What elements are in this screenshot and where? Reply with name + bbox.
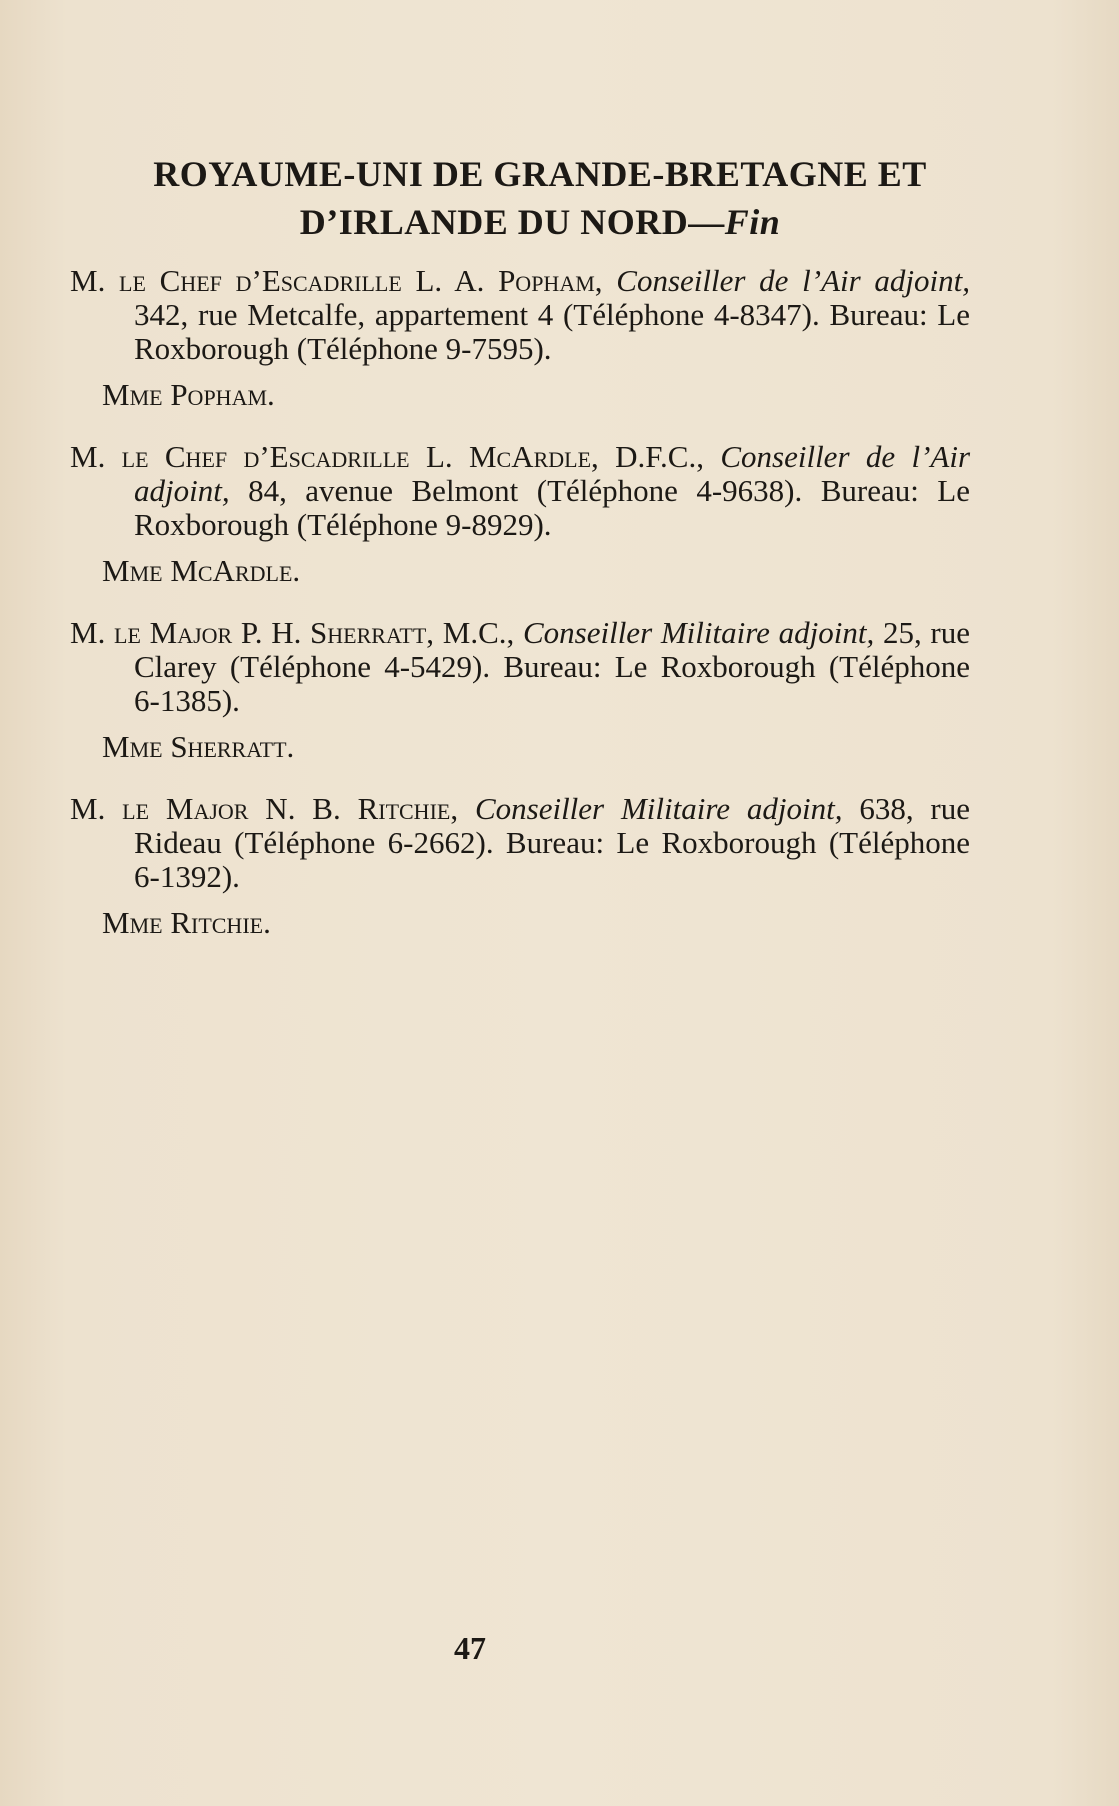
section-heading <box>70 150 970 246</box>
entry-title: Conseiller de l’Air adjoint, <box>134 439 971 508</box>
entry-title: Conseiller Militaire adjoint, <box>474 791 843 826</box>
entry-sherratt <box>70 616 970 764</box>
entry-spouse: Mme McArdle. <box>102 553 301 588</box>
entry-text <box>70 440 970 542</box>
heading-line-2-text: D’IRLANDE DU NORD— <box>299 202 725 242</box>
entry-popham <box>70 264 970 412</box>
heading-line-2 <box>110 198 970 246</box>
entry-details: 342, rue Metcalfe, appartement 4 (Téléphone 4-8347). Bureau: Le Roxborough (Téléphone 9-7595). <box>134 297 970 366</box>
page-number: 47 <box>454 1630 486 1666</box>
entry-details: 638, rue Rideau (Téléphone 6-2662). Bureau: Le Roxborough (Téléphone 6-1392). <box>134 791 971 894</box>
entry-title: Conseiller Militaire adjoint, <box>522 615 875 650</box>
entry-title: Conseiller de l’Air adjoint, <box>616 263 971 298</box>
entry-mcardle <box>70 440 970 588</box>
entry-text <box>70 792 970 894</box>
entry-name: M. le Major P. H. Sherratt, M.C., <box>70 615 515 650</box>
entry-text <box>70 616 970 718</box>
entry-details: 84, avenue Belmont (Téléphone 4-9638). Bureau: Le Roxborough (Téléphone 9-8929). <box>134 473 970 542</box>
entry-name: M. le Chef d’Escadrille L. A. Popham, <box>70 263 603 298</box>
entry-ritchie <box>70 792 970 940</box>
entry-text <box>70 264 970 366</box>
entry-name: M. le Chef d’Escadrille L. McArdle, D.F.C., <box>70 439 704 474</box>
entry-details: 25, rue Clarey (Téléphone 4-5429). Bureau: Le Roxborough (Téléphone 6-1385). <box>134 615 970 718</box>
heading-line-1: ROYAUME-UNI DE GRANDE-BRETAGNE ET <box>153 154 927 194</box>
entry-name: M. le Major N. B. Ritchie, <box>70 791 459 826</box>
diplomatic-list-section <box>70 150 970 968</box>
heading-fin: Fin <box>724 202 781 242</box>
entry-spouse: Mme Ritchie. <box>102 905 271 940</box>
entry-spouse: Mme Popham. <box>102 377 275 412</box>
entry-spouse: Mme Sherratt. <box>102 729 295 764</box>
